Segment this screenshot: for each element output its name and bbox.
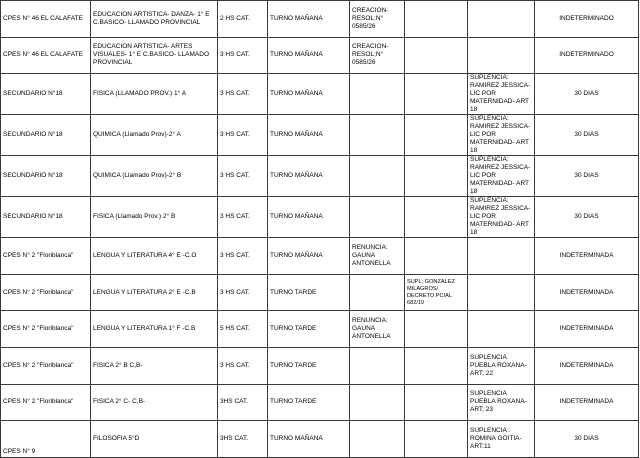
cell-reason [350,421,405,458]
cell-hours: 3HS CAT. [218,421,268,458]
cell-reason [350,347,405,384]
cell-hours: 5 HS CAT. [218,311,268,348]
cell-duration: INDETERMINADA [535,311,639,348]
cell-substitution: SUPLENCIA: RAMIREZ JESSICA- LIC POR MATERNIDAD- ART 18 [468,197,535,238]
cell-shift: TURNO MAÑANA [268,115,350,156]
cell-substitute [405,347,468,384]
cell-substitute [405,384,468,421]
cell-school: CPES N° 2 "Floriblanca" [1,347,91,384]
cell-duration: INDETERMINADO [535,1,639,38]
cell-substitute [405,238,468,275]
table-row [1,238,639,275]
cell-substitution [468,238,535,275]
cell-duration: 30 DIAS [535,74,639,115]
cell-duration: INDETERMINADA [535,274,639,311]
cell-subject: QUIMICA (Llamado Prov)-2° B [91,156,218,197]
table-row [1,74,639,115]
cell-substitution [468,37,535,74]
cell-reason [350,274,405,311]
cell-shift: TURNO MAÑANA [268,421,350,458]
table-row [1,1,639,38]
cell-school: SECUNDARIO N°18 [1,156,91,197]
cell-hours: 3 HS CAT. [218,115,268,156]
cell-shift: TURNO MAÑANA [268,197,350,238]
table-row [1,115,639,156]
cell-duration: 30 DIAS [535,421,639,458]
cell-subject: EDUCACION ARTISTICA- ARTES VISUALES- 1° E C.BASICO- LLAMADO PROVINCIAL [91,37,218,74]
cell-reason [350,74,405,115]
table-row [1,156,639,197]
cell-school: CPES N° 2 "Floriblanca" [1,311,91,348]
table-row [1,37,639,74]
cell-hours: 3 HS CAT. [218,238,268,275]
cell-subject: FISICA 2° C- C,B- [91,384,218,421]
cell-school: CPES N° 46 EL CALAFATE [1,37,91,74]
cell-substitution [468,274,535,311]
cell-shift: TURNO MAÑANA [268,238,350,275]
cell-reason: CREACION- RESOL;N° 0585/26 [350,1,405,38]
cell-substitute [405,156,468,197]
cell-substitute [405,74,468,115]
cell-hours: 2 HS CAT. [218,1,268,38]
cell-shift: TURNO MAÑANA [268,1,350,38]
table-row [1,197,639,238]
cell-hours: 3 HS CAT. [218,197,268,238]
cell-school: CPES N° 2 "Floriblanca" [1,238,91,275]
cell-subject: LENGUA Y LITERATURA 2° E -C.B [91,274,218,311]
cell-hours: 3 HS CAT. [218,74,268,115]
cell-substitution: SUPLENCIA: RAMIREZ JESSICA- LIC POR MATERNIDAD- ART 18 [468,74,535,115]
cell-substitute [405,115,468,156]
cell-subject: FISICA 2° B C,B- [91,347,218,384]
cell-substitution: SUPLENCIA : ROMINA GOITIA- ART:11 [468,421,535,458]
cell-substitution: SUPLENCIA: RAMIREZ JESSICA- LIC POR MATERNIDAD- ART 18 [468,115,535,156]
table-row [1,384,639,421]
cell-school: CPES N° 2 "Floriblanca" [1,384,91,421]
cell-shift: TURNO TARDE [268,274,350,311]
cell-duration: 30 DIAS [535,156,639,197]
cell-hours: 3 HS CAT. [218,274,268,311]
cell-school: SECUNDARIO N°18 [1,197,91,238]
cell-substitution [468,1,535,38]
cell-duration: 30 DIAS [535,197,639,238]
cell-reason [350,115,405,156]
cell-reason [350,384,405,421]
cell-reason [350,197,405,238]
cell-duration: INDETERMINADO [535,37,639,74]
cell-subject: LENGUA Y LITERATURA 4° E -C.O [91,238,218,275]
cell-substitute [405,311,468,348]
cell-hours: 3HS CAT. [218,384,268,421]
cell-school: CPES N° 46 EL CALAFATE [1,1,91,38]
cell-hours: 3 HS CAT. [218,37,268,74]
cell-reason: CREACION- RESOL;N° 0585/26 [350,37,405,74]
cell-hours: 3 HS CAT. [218,347,268,384]
cell-shift: TURNO MAÑANA [268,156,350,197]
cell-subject: FILOSOFIA 5°D [91,421,218,458]
cell-substitute: SUPL; GONZALEZ MILAGROS/ DECRETO PCIAL 682/10 [405,274,468,311]
cell-reason: RENUNCIA: GAUNA ANTONELLA [350,238,405,275]
cell-substitution: SUPLENCIA: RAMIREZ JESSICA- LIC POR MATERNIDAD- ART 18 [468,156,535,197]
cell-reason: RENUNCIA: GAUNA ANTONELLA [350,311,405,348]
cell-duration: INDETERMINADA [535,347,639,384]
cell-shift: TURNO TARDE [268,311,350,348]
cell-subject: FISICA (Llamado Prov.) 2° B [91,197,218,238]
table-row [1,421,639,458]
cell-shift: TURNO MAÑANA [268,37,350,74]
cell-duration: INDETERMINADA [535,384,639,421]
cell-reason [350,156,405,197]
cell-duration: 30 DIAS [535,115,639,156]
cell-subject: FISICA (LLAMADO PROV.) 1° A [91,74,218,115]
table-row [1,311,639,348]
cell-subject: EDUCACION ARTISTICA- DANZA- 1° E C.BASICO- LLAMADO PROVINCIAL [91,1,218,38]
cell-substitution: SUPLENCIA PUEBLA ROXANA- ART; 23 [468,384,535,421]
cell-subject: QUIMICA (Llamado Prov)-2° A [91,115,218,156]
cell-subject: LENGUA Y LITERATURA 1° F -C.B [91,311,218,348]
cell-school: SECUNDARIO N°18 [1,115,91,156]
cell-substitution: SUPLENCIA PUEBLA ROXANA- ART; 22 [468,347,535,384]
cell-school: CPES N° 9 [1,421,91,458]
table-body [1,1,639,458]
cell-shift: TURNO TARDE [268,384,350,421]
cell-duration: INDETERMINADA [535,238,639,275]
cell-substitute [405,197,468,238]
table-row [1,274,639,311]
cell-shift: TURNO MAÑANA [268,74,350,115]
cell-substitute [405,1,468,38]
cell-hours: 3 HS CAT. [218,156,268,197]
cell-school: CPES N° 2 "Floriblanca" [1,274,91,311]
cell-substitute [405,421,468,458]
cell-shift: TURNO TARDE [268,347,350,384]
cell-substitution [468,311,535,348]
table-row [1,347,639,384]
cell-school: SECUNDARIO N°18 [1,74,91,115]
cell-substitute [405,37,468,74]
